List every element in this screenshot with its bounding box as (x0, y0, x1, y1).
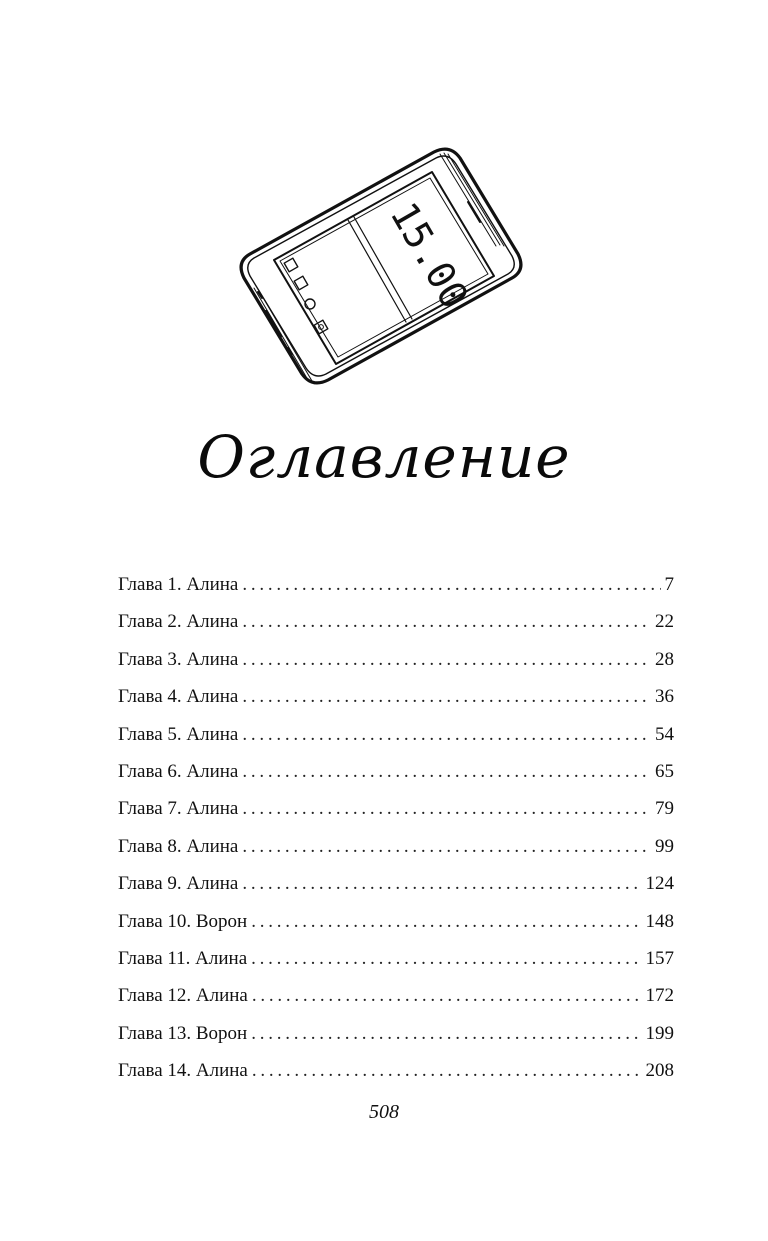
toc-entry-label: Глава 2. Алина (118, 611, 239, 633)
toc-entry-page: 208 (645, 1060, 674, 1082)
toc-entry-label: Глава 8. Алина (118, 835, 239, 857)
toc-entry[interactable] (118, 678, 674, 715)
toc-entry[interactable] (118, 977, 674, 1014)
table-of-contents (118, 566, 674, 1089)
toc-entry-page: 99 (655, 835, 674, 857)
toc-entry-label: Глава 7. Алина (118, 798, 239, 820)
toc-entry[interactable] (118, 566, 674, 603)
toc-entry-page: 36 (655, 686, 674, 708)
toc-leader-dots (242, 828, 651, 865)
toc-leader-dots (242, 678, 651, 715)
phone-clock-text: 15.00 (381, 194, 477, 317)
toc-entry-label: Глава 10. Ворон (118, 910, 248, 932)
toc-leader-dots (252, 977, 642, 1014)
toc-entry-label: Глава 1. Алина (118, 574, 239, 595)
toc-entry-page: 172 (645, 985, 674, 1007)
toc-entry[interactable] (118, 940, 674, 977)
toc-entry-label: Глава 3. Алина (118, 648, 239, 670)
toc-leader-dots (242, 566, 660, 603)
toc-entry[interactable] (118, 865, 674, 902)
toc-entry[interactable] (118, 1015, 674, 1052)
toc-entry-label: Глава 14. Алина (118, 1060, 248, 1082)
toc-entry-page: 199 (645, 1022, 674, 1044)
toc-entry-label: Глава 11. Алина (118, 947, 248, 969)
toc-entry-page: 157 (645, 947, 674, 969)
toc-leader-dots (242, 790, 651, 827)
toc-entry-label: Глава 6. Алина (118, 760, 239, 782)
toc-entry[interactable] (118, 790, 674, 827)
page-number: 508 (369, 1101, 399, 1123)
toc-entry-page: 148 (645, 910, 674, 932)
toc-entry[interactable] (118, 641, 674, 678)
toc-entry-label: Глава 4. Алина (118, 686, 239, 708)
toc-leader-dots (242, 865, 641, 902)
toc-entry[interactable] (118, 716, 674, 753)
toc-leader-dots (242, 603, 651, 640)
toc-entry-label: Глава 9. Алина (118, 873, 239, 895)
toc-entry-label: Глава 5. Алина (118, 723, 239, 745)
toc-leader-dots (251, 940, 641, 977)
toc-leader-dots (251, 903, 641, 940)
toc-leader-dots (251, 1015, 641, 1052)
toc-entry-page: 28 (655, 648, 674, 670)
toc-entry[interactable] (118, 753, 674, 790)
smartphone-sketch-icon (236, 142, 526, 392)
toc-entry-page: 79 (655, 798, 674, 820)
toc-entry[interactable] (118, 828, 674, 865)
toc-entry[interactable] (118, 903, 674, 940)
toc-leader-dots (242, 753, 651, 790)
page-title: Оглавление (197, 423, 571, 491)
toc-entry-page: 22 (655, 611, 674, 633)
toc-entry-page: 54 (655, 723, 674, 745)
toc-entry[interactable] (118, 603, 674, 640)
toc-leader-dots (252, 1052, 642, 1089)
toc-leader-dots (242, 716, 651, 753)
toc-entry-page: 7 (664, 574, 674, 595)
toc-entry-label: Глава 13. Ворон (118, 1022, 248, 1044)
toc-entry-page: 124 (645, 873, 674, 895)
toc-leader-dots (242, 641, 651, 678)
toc-entry-label: Глава 12. Алина (118, 985, 248, 1007)
toc-entry-page: 65 (655, 760, 674, 782)
toc-entry[interactable] (118, 1052, 674, 1089)
